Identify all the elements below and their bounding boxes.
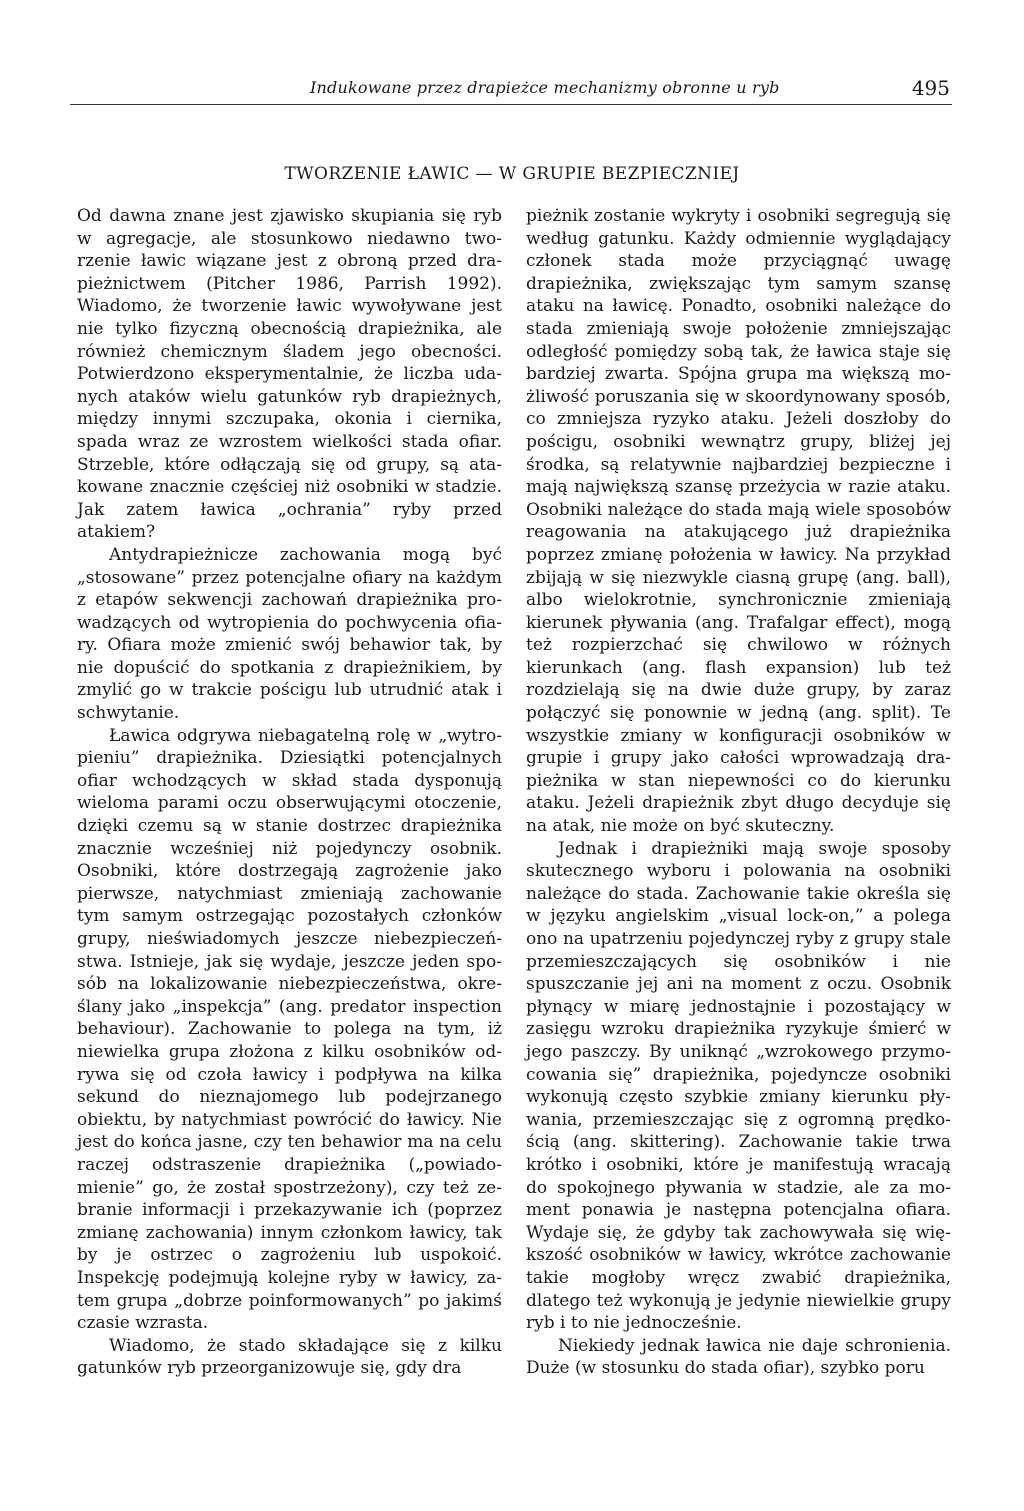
left-paragraph-3: Ławica odgrywa niebagatelną rolę w „wytropieniu” drapieżnika. Dziesiątki potencjalnych ofiar wchodzących w skład stada dysponują wieloma parami oczu obserwującymi otoczenie, dzięki czemu są w stanie dostrzec drapieżnika znacznie wcześniej niż pojedynczy osobnik. Osobniki, które dostrzegają zagrożenie jako pierwsze, natychmiast zmieniają zachowanie tym samym ostrzegając pozostałych członków grupy, nieświadomych jeszcze niebezpieczeństwa. Istnieje, jak się wydaje, jeszcze jeden sposób na lokalizowanie niebezpieczeństwa, określany jako „inspekcja” (ang. predator inspection behaviour). Zachowanie to polega na tym, iż niewielka grupa złożona z kilku osobników odrywa się od czoła ławicy i podpływa na kilka sekund do nieznajomego lub podejrzanego obiektu, by natychmiast powrócić do ławicy. Nie jest do końca jasne, czy ten behawior ma na celu raczej odstraszenie drapieżnika („powiadomienie” go, że został spostrzeżony), czy też zebranie informacji i przekazywanie ich (poprzez zmianę zachowania) innym członkom ławicy, tak by je ostrzec o zagrożeniu lub uspokoić. Inspekcję podejmują kolejne ryby w ławicy, zatem grupa „dobrze poinformowanych” po jakimś czasie wzrasta. xyxy=(77,725,502,1334)
left-paragraph-1: Od dawna znane jest zjawisko skupiania się ryb w agregacje, ale stosunkowo niedawno tworzenie ławic wiązane jest z obroną przed drapieżnictwem (Pitcher 1986, Parrish 1992). Wiadomo, że tworzenie ławic wywoływane jest nie tylko fizyczną obecnością drapieżnika, ale również chemicznym śladem jego obecności. Potwierdzono eksperymentalnie, że liczba udanych ataków wielu gatunków ryb drapieżnych, między innymi szczupaka, okonia i ciernika, spada wraz ze wzrostem wielkości stada ofiar. Strzeble, które odłączają się od grupy, są atakowane znacznie częściej niż osobniki w stadzie. Jak zatem ławica „ochrania” ryby przed atakiem? xyxy=(77,206,502,543)
right-column xyxy=(526,205,951,1380)
running-title: Indukowane przez drapieżce mechanizmy obronne u ryb xyxy=(310,78,780,97)
right-paragraph-1: pieżnik zostanie wykryty i osobniki segregują się według gatunku. Każdy odmiennie wyglądający członek stada może przyciągnąć uwagę drapieżnika, zwiększając tym samym szansę ataku na ławicę. Ponadto, osobniki należące do stada zmieniają swoje położenie zmniejszając odległość pomiędzy sobą tak, że ławica staje się bardziej zwarta. Spójna grupa ma większą możliwość poruszania się w skoordynowany sposób, co zmniejsza ryzyko ataku. Jeżeli doszłoby do pościgu, osobniki wewnątrz grupy, bliżej jej środka, są relatywnie najbardziej bezpieczne i mają największą szansę przeżycia w razie ataku. Osobniki należące do stada mają wiele sposobów reagowania na atakującego już drapieżnika poprzez zmianę położenia w ławicy. Na przykład zbijają w się niezwykle ciasną grupę (ang. ball), albo wielokrotnie, synchronicznie zmieniają kierunek pływania (ang. Trafalgar effect), mogą też rozpierzchać się chwilowo w różnych kierunkach (ang. flash expansion) lub też rozdzielają się na dwie duże grupy, by zaraz połączyć się ponownie w jedną (ang. split). Te wszystkie zmiany w konfiguracji osobników w grupie i grupy jako całości wprowadzają drapieżnika w stan niepewności co do kierunku ataku. Jeżeli drapieżnik zbyt długo decyduje się na atak, nie może on być skuteczny. xyxy=(526,206,951,837)
right-paragraph-3: Niekiedy jednak ławica nie daje schronienia. Duże (w stosunku do stada ofiar), szybko poru xyxy=(526,1335,951,1379)
page-number: 495 xyxy=(911,76,950,100)
running-header xyxy=(70,78,952,105)
right-paragraph-2: Jednak i drapieżniki mają swoje sposoby skutecznego wyboru i polowania na osobniki należące do stada. Zachowanie takie określa się w języku angielskim „visual lock-on,” a polega ono na upatrzeniu pojedynczej ryby z grupy stale przemieszczających się osobników i nie spuszczanie jej ani na moment z oczu. Osobnik płynący w miarę jednostajnie i pozostający w zasięgu wzroku drapieżnika ryzykuje śmierć w jego paszczy. By uniknąć „wzrokowego przymocowania się” drapieżnika, pojedyncze osobniki wykonują często szybkie zmiany kierunku pływania, przemieszczając się z ogromną prędkością (ang. skittering). Zachowanie takie trwa krótko i osobniki, które je manifestują wracają do spokojnego pływania w stadzie, ale za moment ponawia je następna potencjalna ofiara. Wydaje się, że gdyby tak zachowywała się większość osobników w ławicy, wkrótce zachowanie takie mogłoby wręcz zwabić drapieżnika, dlatego też wykonują je jedynie niewielkie grupy ryb i to nie jednocześnie. xyxy=(526,838,951,1334)
left-paragraph-4: Wiadomo, że stado składające się z kilku gatunków ryb przeorganizowuje się, gdy dra xyxy=(77,1335,502,1379)
left-paragraph-2: Antydrapieżnicze zachowania mogą być „stosowane” przez potencjalne ofiary na każdym z etapów sekwencji zachowań drapieżnika prowadzących od wytropienia do pochwycenia ofiary. Ofiara może zmienić swój behawior tak, by nie dopuścić do spotkania z drapieżnikiem, by zmylić go w trakcie pościgu lub utrudnić atak i schwytanie. xyxy=(77,544,502,724)
left-column xyxy=(77,205,502,1380)
section-heading: TWORZENIE ŁAWIC — W GRUPIE BEZPIECZNIEJ xyxy=(284,164,740,184)
